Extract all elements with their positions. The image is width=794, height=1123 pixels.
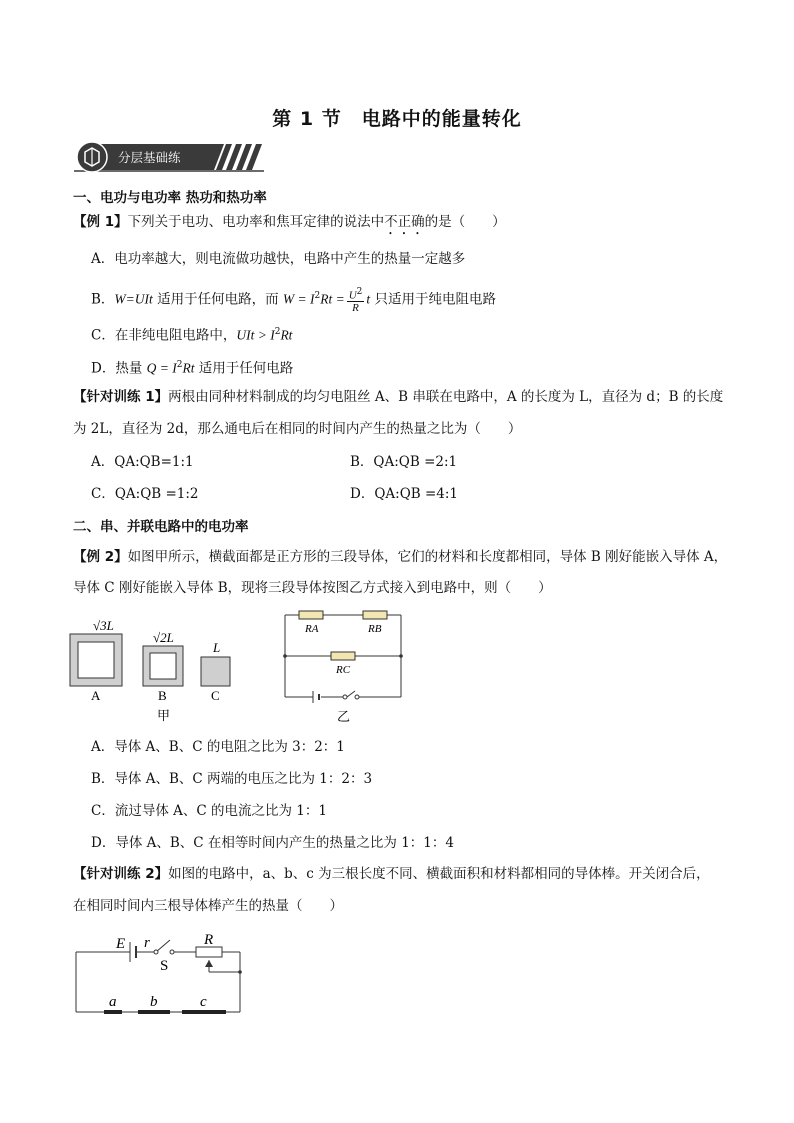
section-heading-2: 二、串、并联电路中的电功率: [73, 519, 249, 535]
rod-a: [104, 1010, 122, 1014]
figure-conductors-jia: [65, 612, 255, 727]
option-text-end: 适用于任何电路: [194, 360, 294, 377]
label-a: A: [91, 688, 101, 703]
junction-right: [399, 654, 403, 658]
formula-w-i2rt: W = I: [282, 291, 315, 307]
training-1-text: 两根由同种材料制成的均匀电阻丝 A、B 串联在电路中，A 的长度为 L，直径为 d；B 的长度: [168, 389, 724, 405]
formula-rt: Rt: [182, 360, 195, 376]
formula-t: t: [366, 291, 371, 307]
rod-c: [182, 1010, 226, 1014]
label-rb: RB: [368, 623, 382, 635]
option-letter: B．: [91, 291, 115, 308]
conductor-c: [201, 657, 230, 686]
example-2-line-1: [73, 547, 727, 567]
training-1-option-b: B．QA:QB =2:1: [350, 454, 458, 470]
example-2-option-d: D．导体 A、B、C 在相等时间内产生的热量之比为 1：1：4: [91, 835, 454, 851]
switch-pivot: [154, 950, 158, 954]
figure-circuit-yi: [275, 605, 410, 727]
label-s: S: [160, 958, 169, 974]
formula-rt: Rt: [280, 327, 293, 343]
switch-pivot: [343, 695, 347, 699]
caption-jia: 甲: [157, 708, 171, 723]
caption-yi: 乙: [337, 709, 351, 724]
banner: [74, 140, 270, 174]
resistor-rb: [363, 611, 387, 619]
dim-b: √2L: [153, 630, 174, 645]
formula-w-uit: W=UIt: [114, 291, 153, 307]
label-b: B: [158, 688, 167, 703]
conductor-b-inner: [150, 653, 176, 679]
resistor-rc: [331, 652, 355, 660]
rod-b: [138, 1010, 170, 1014]
junction: [238, 970, 242, 974]
label-c: C: [211, 688, 220, 703]
banner-label: 分层基础练: [118, 150, 181, 165]
training-1-option-a: A．QA:QB=1:1: [91, 454, 194, 470]
option-text: D．热量: [91, 360, 147, 377]
label-ra: RA: [305, 623, 319, 635]
training-1-option-c: C．QA:QB =1:2: [91, 486, 199, 502]
option-text-end: 只适用于纯电阻电路: [370, 291, 496, 308]
example-1-option-a: A．电功率越大，则电流做功越快，电路中产生的热量一定越多: [91, 251, 466, 267]
rheostat: [196, 947, 222, 957]
example-2-tag: 【例 2】: [73, 549, 128, 565]
example-2-text: 如图甲所示，横截面都是正方形的三段导体，它们的材料和长度都相同，导体 B 刚好能嵌入导体 A，: [127, 549, 728, 565]
example-2-option-c: C．流过导体 A、C 的电流之比为 1：1: [91, 803, 327, 819]
formula-rt: Rt =: [320, 291, 345, 307]
resistor-ra: [299, 611, 323, 619]
fraction-u2-over-r: $\frac{U^2}{R}$: [348, 286, 363, 315]
example-1-option-d: D．热量 $Q = I^2Rt$ 适用于任何电路: [91, 360, 294, 377]
dim-c: L: [213, 640, 221, 655]
example-1-tag: 【例 1】: [73, 214, 128, 230]
page-title: 第 1 节 电路中的能量转化: [272, 108, 522, 130]
label-r: r: [144, 935, 150, 951]
training-2-line-1: [73, 864, 710, 884]
section-heading-1: 一、电功与电功率 热功和热功率: [73, 190, 267, 206]
junction-left: [283, 654, 287, 658]
figure-circuit-rods: [70, 930, 260, 1020]
fraction-denominator: R: [352, 302, 359, 315]
example-1-emphasis: 不正确: [384, 214, 425, 230]
example-2-option-b: B．导体 A、B、C 两端的电压之比为 1：2：3: [91, 771, 373, 787]
option-text: 适用于任何电路，而: [152, 291, 283, 308]
switch-contact: [170, 950, 174, 954]
training-2-tag: 【针对训练 2】: [73, 866, 169, 882]
example-2-option-a: A．导体 A、B、C 的电阻之比为 3：2：1: [91, 739, 345, 755]
example-1-text: 下列关于电功、电功率和焦耳定律的说法中: [127, 214, 385, 230]
dim-a: √3L: [93, 618, 114, 633]
example-2-line-2: 导体 C 刚好能嵌入导体 B，现将三段导体按图乙方式接入到电路中，则（ ）: [73, 580, 552, 596]
training-1-option-d: D．QA:QB =4:1: [350, 486, 459, 502]
formula-uit-gt: UIt > I: [236, 327, 275, 343]
training-1-line-2: 为 2L，直径为 2d，那么通电后在相同的时间内产生的热量之比为（ ）: [73, 421, 522, 437]
training-2-line-2: 在相同时间内三根导体棒产生的热量（ ）: [73, 898, 343, 914]
training-2-text: 如图的电路中，a、b、c 为三根长度不同、横截面积和材料都相同的导体棒。开关闭合后，: [168, 866, 710, 882]
formula-q: Q = I: [146, 360, 177, 376]
example-1-stem: [73, 212, 506, 238]
switch-contact: [355, 695, 359, 699]
training-1-tag: 【针对训练 1】: [73, 389, 169, 405]
label-b: b: [150, 994, 158, 1010]
example-1-option-b: B．W=UIt 适用于任何电路，而 $W = I^2Rt$ = $\frac{U^2}{R}$ t 只适用于纯电阻电路: [91, 286, 496, 315]
option-text: C．在非纯电阻电路中，: [91, 327, 237, 344]
fraction-numerator: U: [348, 289, 357, 302]
label-rc: RC: [336, 664, 351, 676]
rheostat-slider-arrow: [205, 960, 213, 967]
conductor-a-inner: [78, 642, 114, 678]
label-c: c: [200, 994, 207, 1010]
example-1-option-c: C．在非纯电阻电路中，UIt > $I^2Rt$: [91, 327, 293, 344]
label-e: E: [116, 936, 126, 952]
training-1-line-1: [73, 387, 723, 407]
example-1-text-end: 的是（ ）: [424, 214, 506, 230]
label-rheostat: R: [204, 932, 214, 948]
label-a: a: [109, 994, 117, 1010]
